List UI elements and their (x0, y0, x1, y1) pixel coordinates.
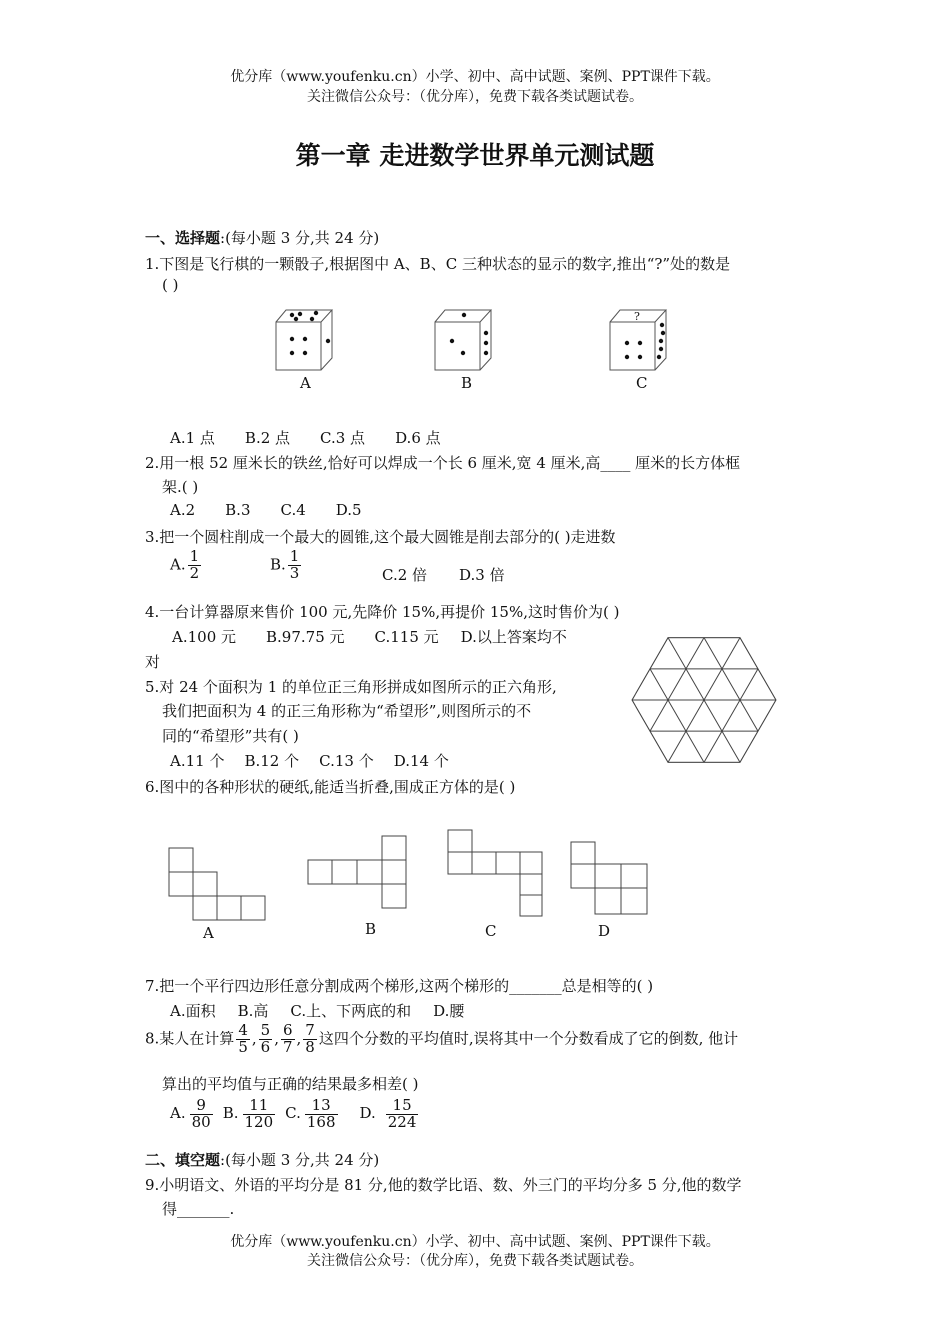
net-a (169, 848, 265, 920)
net-label-b: B (365, 920, 377, 938)
q8-frac-4-num: 7 (305, 1021, 315, 1039)
q8-option-c-fraction (305, 1098, 338, 1131)
q8-frac-1-num: 4 (238, 1021, 248, 1039)
q3-option-d[interactable]: D.3 倍 (459, 566, 505, 584)
net-d (571, 842, 647, 914)
q2-text: 2.用一根 52 厘米长的铁丝,恰好可以焊成一个长 6 厘米,宽 4 厘米,高____ 厘米的长方体框 (145, 454, 741, 472)
q5-line-3: 同的“希望形”共有( ) (162, 727, 299, 745)
q7-option-b[interactable]: B.高 (237, 1002, 269, 1020)
net-label-d: D (598, 922, 611, 940)
q3-option-a-fraction (188, 549, 202, 582)
q8-options (170, 1098, 422, 1131)
q9-line-1: 9.小明语文、外语的平均分是 81 分,他的数学比语、数、外三门的平均分多 5 分,他的数学 (145, 1176, 742, 1194)
q5-option-d[interactable]: D.14 个 (393, 752, 449, 770)
q5-line-1: 5.对 24 个面积为 1 的单位正三角形拼成如图所示的正六角形, (145, 678, 557, 696)
q8-option-d-prefix: D. (359, 1104, 376, 1123)
q4-option-a[interactable]: A.100 元 (172, 628, 236, 646)
die-label-b: B (461, 374, 473, 392)
q1-text: 1.下图是飞行棋的一颗骰子,根据图中 A、B、C 三种状态的显示的数字,推出“?”处的数是 (145, 255, 731, 273)
q8-fraction-1 (236, 1023, 250, 1056)
section-2-heading (145, 1149, 379, 1170)
q1-paren: ( ) (162, 276, 179, 294)
q6-text: 6.图中的各种形状的硬纸,能适当折叠,围成正方体的是( ) (145, 778, 516, 796)
q2-option-d[interactable]: D.5 (335, 501, 362, 519)
q3-option-a-den: 2 (189, 563, 200, 582)
q8-option-b-prefix: B. (222, 1104, 239, 1123)
q8-option-b-fraction (243, 1098, 276, 1131)
q8-prefix: 8.某人在计算 (145, 1029, 235, 1048)
q3-option-b-prefix: B. (270, 555, 286, 574)
q3-option-b[interactable] (270, 549, 303, 582)
hexagram-line (776, 575, 920, 824)
q4-text: 4.一台计算器原来售价 100 元,先降价 15%,再提价 15%,这时售价为( ) (145, 603, 620, 621)
q5-option-c[interactable]: C.13 个 (319, 752, 374, 770)
q8-option-c[interactable] (285, 1096, 359, 1131)
section-2-note: :(每小题 3 分,共 24 分) (220, 1151, 380, 1169)
footer-line-1: 优分库（www.youfenku.cn）小学、初中、高中试题、案例、PPT课件下载。 (230, 1234, 720, 1250)
q5-option-b[interactable]: B.12 个 (244, 752, 300, 770)
hexagram-figure (630, 630, 780, 770)
net-label-c: C (485, 922, 497, 940)
q3-option-c[interactable]: C.2 倍 (382, 566, 428, 584)
q8-suffix: 这四个分数的平均值时,误将其中一个分数看成了它的倒数, 他计 (318, 1029, 739, 1048)
q3-option-a-num: 1 (189, 547, 200, 565)
q8-option-a-prefix: A. (170, 1104, 186, 1123)
q8-option-a-fraction (190, 1098, 213, 1131)
q8-fraction-3 (281, 1023, 295, 1056)
q8-frac-4-den: 8 (305, 1037, 315, 1056)
q1-option-c[interactable]: C.3 点 (320, 429, 366, 447)
section-1-title: 一、选择题 (145, 229, 221, 247)
q8-fraction-4 (303, 1023, 317, 1056)
net-label-a: A (203, 924, 214, 942)
q2-text-2: 架.( ) (162, 478, 199, 496)
q5-line-2: 我们把面积为 4 的正三角形称为“希望形”,则图所示的不 (162, 702, 532, 720)
q7-text: 7.把一个平行四边形任意分割成两个梯形,这两个梯形的_______总是相等的( ) (145, 977, 654, 995)
q8-option-d-den: 224 (387, 1112, 417, 1131)
die-b (435, 310, 491, 370)
q4-option-c[interactable]: C.115 元 (374, 628, 439, 646)
q1-options (170, 427, 459, 448)
die-c-question-mark: ? (634, 310, 640, 323)
q8-frac-3-den: 7 (282, 1037, 293, 1056)
q5-option-a[interactable]: A.11 个 (170, 752, 225, 770)
q8-option-c-num: 13 (305, 1098, 338, 1115)
die-label-a: A (300, 374, 311, 392)
q2-option-c[interactable]: C.4 (280, 501, 306, 519)
q4-option-b[interactable]: B.97.75 元 (266, 628, 345, 646)
q8-frac-2-den: 6 (260, 1037, 271, 1056)
net-c (448, 830, 542, 916)
q3-option-b-fraction (288, 549, 302, 582)
q8-sep-1: , (251, 1029, 257, 1048)
q4-option-d[interactable]: D.以上答案均不 (460, 628, 567, 646)
q8-option-d-fraction (386, 1098, 419, 1131)
q8-frac-1-den: 5 (238, 1037, 248, 1056)
q3-option-a-prefix: A. (170, 555, 186, 574)
q1-option-a[interactable]: A.1 点 (170, 429, 215, 447)
q2-options (170, 501, 380, 519)
q1-option-d[interactable]: D.6 点 (395, 429, 441, 447)
q8-option-d[interactable] (359, 1096, 423, 1131)
q2-option-a[interactable]: A.2 (170, 501, 196, 519)
cube-nets-figure (160, 820, 660, 930)
q8-line-1 (145, 1023, 738, 1056)
q8-option-d-num: 15 (386, 1098, 419, 1115)
q8-frac-2-num: 5 (260, 1021, 271, 1039)
q2-option-b[interactable]: B.3 (225, 501, 251, 519)
section-2-title: 二、填空题 (145, 1151, 221, 1169)
q8-frac-3-num: 6 (282, 1021, 293, 1039)
q7-option-c[interactable]: C.上、下两底的和 (290, 1002, 412, 1020)
q7-option-a[interactable]: A.面积 (170, 1002, 216, 1020)
q8-option-a[interactable] (170, 1096, 223, 1131)
q8-line-2: 算出的平均值与正确的结果最多相差( ) (162, 1075, 419, 1093)
q4-options (172, 626, 585, 647)
q8-option-b-num: 11 (243, 1098, 276, 1115)
footer-line-2: 关注微信公众号：（优分库），免费下载各类试题试卷。 (307, 1253, 643, 1269)
q8-sep-3: , (296, 1029, 302, 1048)
q1-option-b[interactable]: B.2 点 (244, 429, 291, 447)
dice-figure (270, 305, 690, 375)
q8-option-c-prefix: C. (285, 1104, 301, 1123)
net-b (308, 836, 406, 908)
q3-option-a[interactable] (170, 549, 203, 582)
die-label-c: C (636, 374, 648, 392)
q8-option-c-den: 168 (306, 1112, 336, 1131)
q8-option-a-num: 9 (190, 1098, 213, 1115)
q8-option-b[interactable] (222, 1096, 285, 1131)
q4-wrap: 对 (145, 653, 161, 671)
q3-text: 3.把一个圆柱削成一个最大的圆锥,这个最大圆锥是削去部分的( )走进数 (145, 528, 616, 546)
q9-line-2: 得_______. (162, 1200, 235, 1218)
q5-options (170, 750, 467, 771)
header-line-1: 优分库（www.youfenku.cn）小学、初中、高中试题、案例、PPT课件下载。 (230, 69, 720, 85)
q7-options (170, 1000, 482, 1021)
section-1-heading (145, 227, 379, 248)
q3-option-b-den: 3 (289, 563, 300, 582)
q8-fraction-2 (259, 1023, 273, 1056)
hexagram-line (776, 575, 920, 824)
q8-sep-2: , (274, 1029, 279, 1048)
page-title: 第一章 走进数学世界单元测试题 (295, 141, 655, 170)
q3-option-b-num: 1 (289, 547, 300, 565)
q8-option-a-den: 80 (191, 1112, 211, 1131)
section-1-note: :(每小题 3 分,共 24 分) (220, 229, 380, 247)
header-line-2: 关注微信公众号：（优分库），免费下载各类试题试卷。 (307, 89, 643, 105)
q8-option-b-den: 120 (244, 1112, 274, 1131)
q7-option-d[interactable]: D.腰 (433, 1002, 465, 1020)
